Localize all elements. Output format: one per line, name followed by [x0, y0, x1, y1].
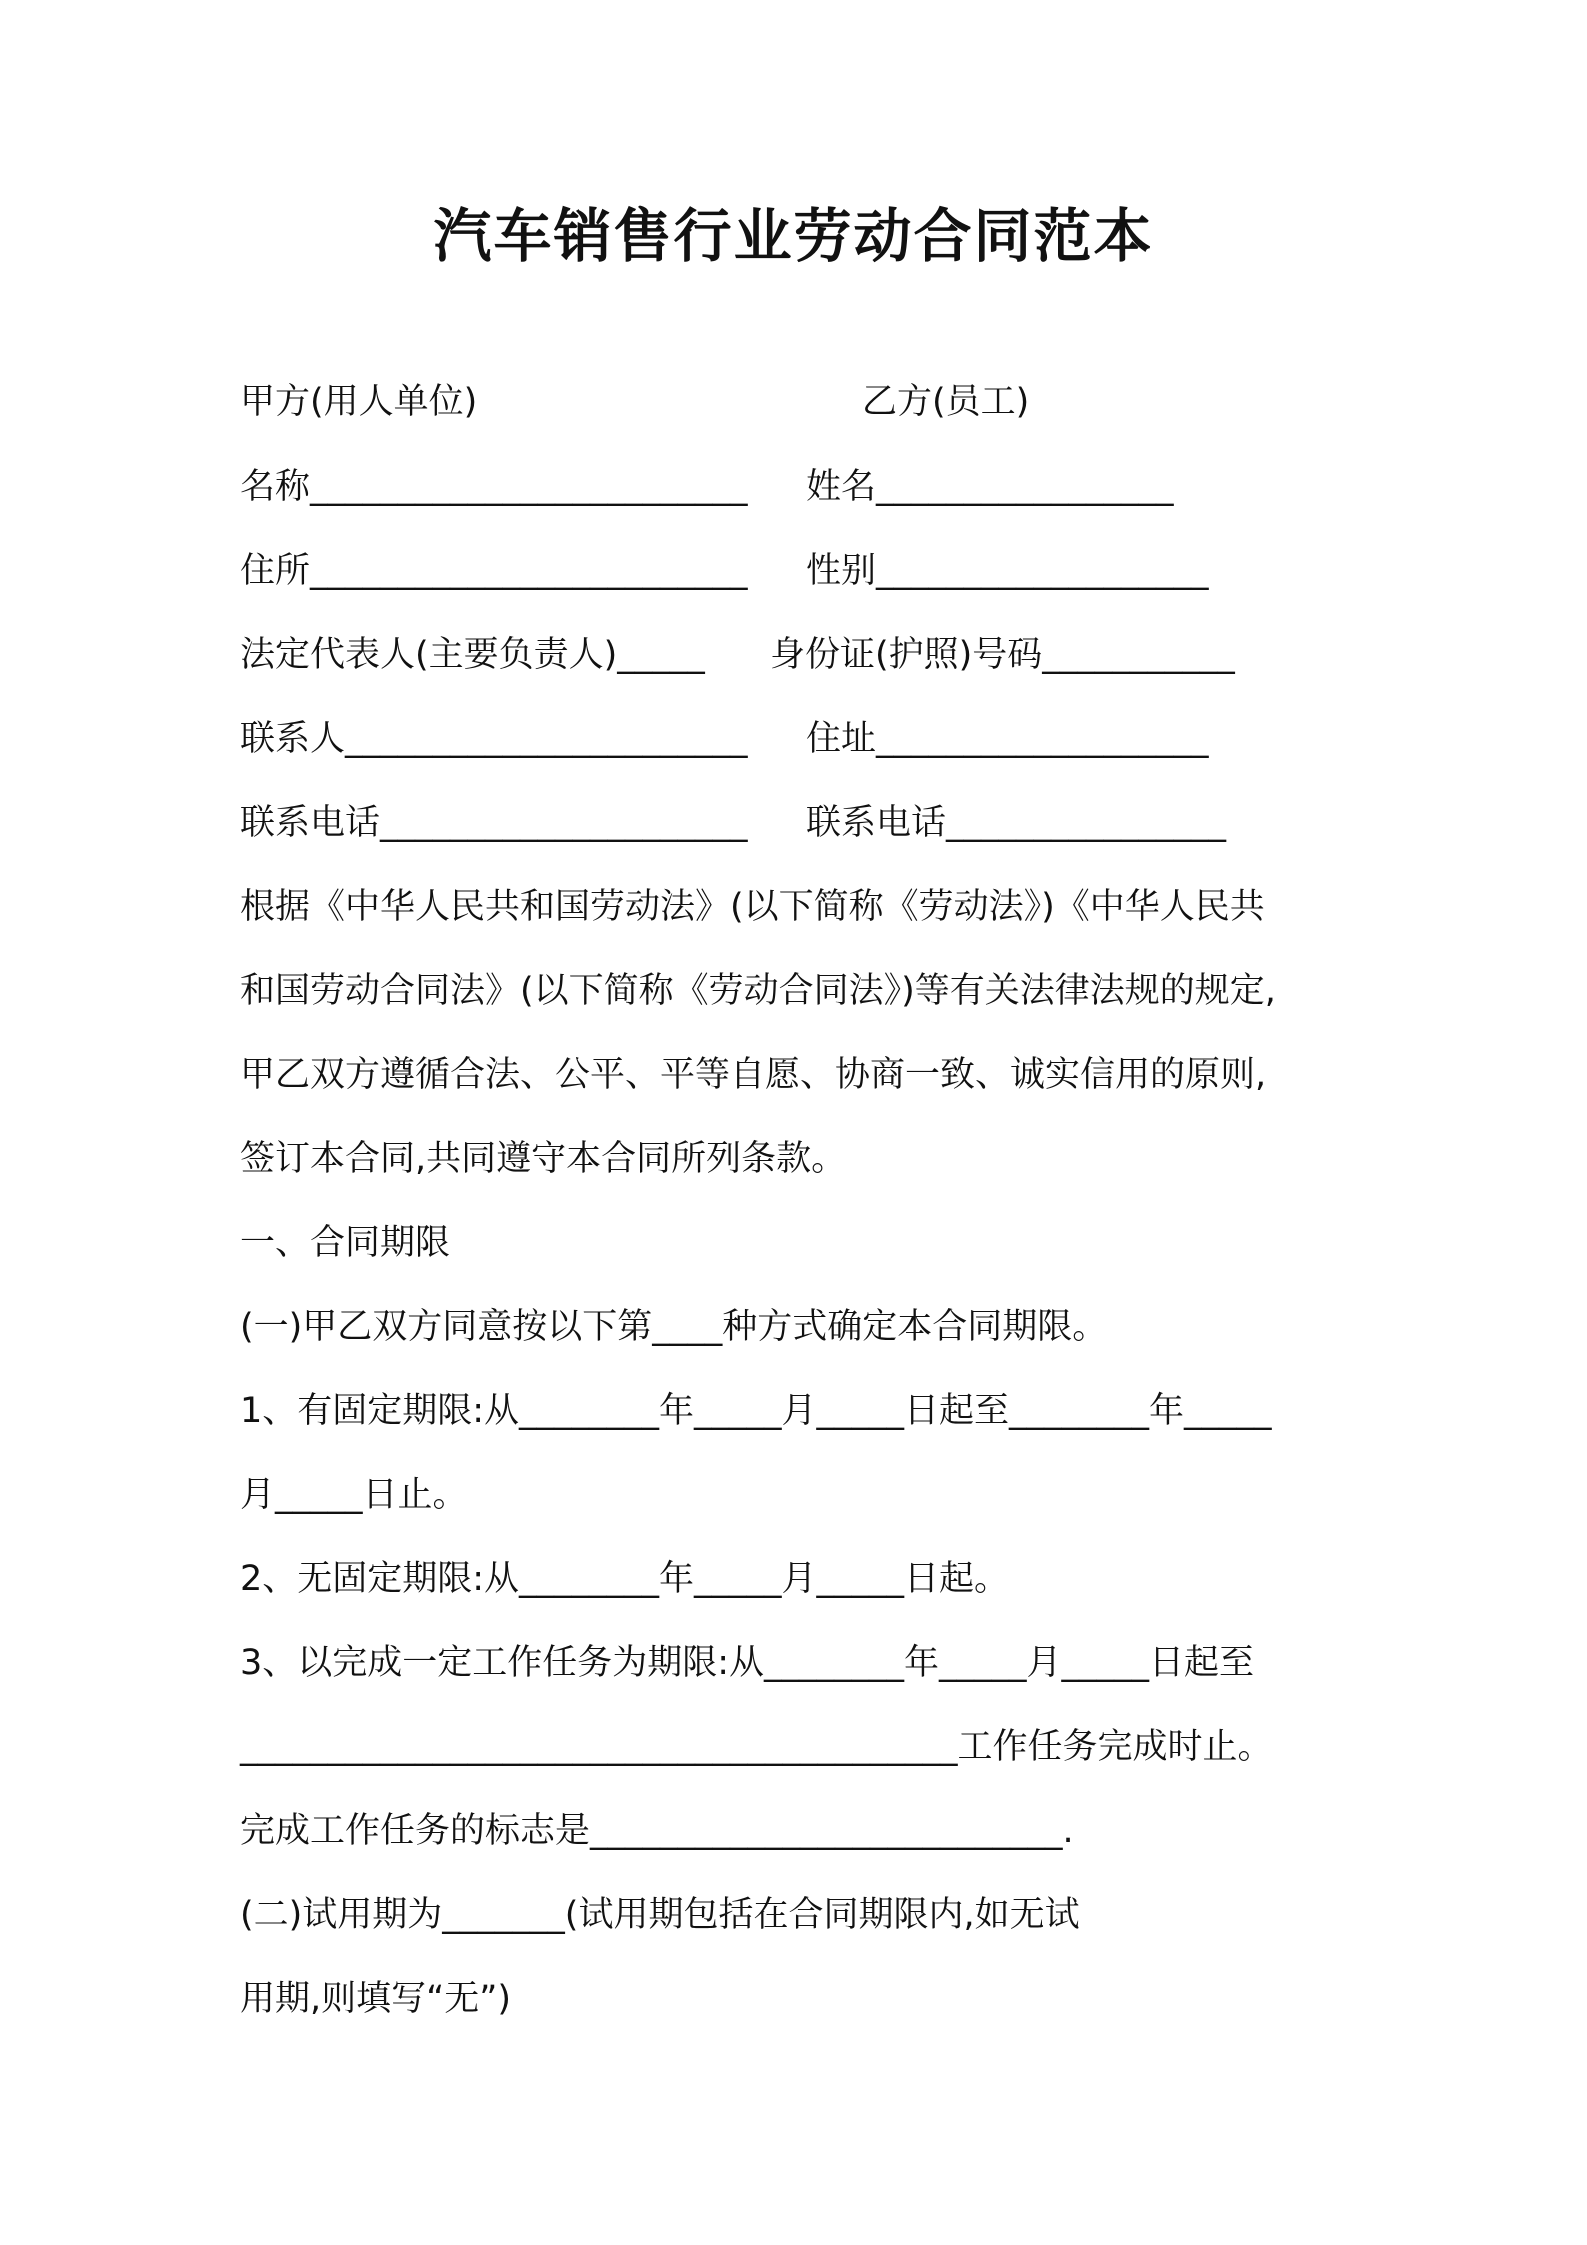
party-a-header: 甲方(用人单位)	[240, 382, 478, 422]
body-line: 根据《中华人民共和国劳动法》(以下简称《劳动法》)《中华人民共	[240, 887, 1265, 927]
body-line: 完成工作任务的标志是___________________________.	[240, 1811, 1074, 1851]
party-b-gender-field: 性别___________________	[806, 551, 1209, 591]
party-a-name-field: 名称_________________________	[240, 467, 748, 507]
body-line: (二)试用期为_______(试用期包括在合同期限内,如无试	[240, 1895, 1080, 1935]
party-b-phone-field: 联系电话________________	[806, 803, 1227, 843]
party-a-address-field: 住所_________________________	[240, 551, 748, 591]
body-line: 甲乙双方遵循合法、公平、平等自愿、协商一致、诚实信用的原则,	[240, 1055, 1267, 1095]
body-line: 月_____日止。	[240, 1475, 468, 1515]
body-line: 1、有固定期限:从________年_____月_____日起至________年_____	[240, 1391, 1272, 1431]
body-line: 签订本合同,共同遵守本合同所列条款。	[240, 1139, 847, 1179]
party-b-name-field: 姓名_________________	[806, 467, 1174, 507]
party-a-contact-person-field: 联系人_______________________	[240, 719, 748, 759]
section-heading: 一、合同期限	[240, 1223, 451, 1263]
body-line: 用期,则填写“无”)	[240, 1979, 512, 2019]
body-line: 3、以完成一定工作任务为期限:从________年_____月_____日起至	[240, 1643, 1255, 1683]
body-line: _________________________________________工作任务完成时止。	[240, 1727, 1273, 1767]
party-a-phone-field: 联系电话_____________________	[240, 803, 748, 843]
page-title: 汽车销售行业劳动合同范本	[433, 202, 1154, 270]
party-a-legal-rep-field: 法定代表人(主要负责人)_____	[240, 635, 705, 675]
body-line: (一)甲乙双方同意按以下第____种方式确定本合同期限。	[240, 1307, 1108, 1347]
party-b-header: 乙方(员工)	[862, 382, 1030, 422]
party-b-address-field: 住址___________________	[806, 719, 1209, 759]
body-line: 和国劳动合同法》(以下简称《劳动合同法》)等有关法律法规的规定,	[240, 971, 1276, 1011]
body-line: 2、无固定期限:从________年_____月_____日起。	[240, 1559, 1010, 1599]
party-b-id-number-field: 身份证(护照)号码___________	[770, 635, 1235, 675]
